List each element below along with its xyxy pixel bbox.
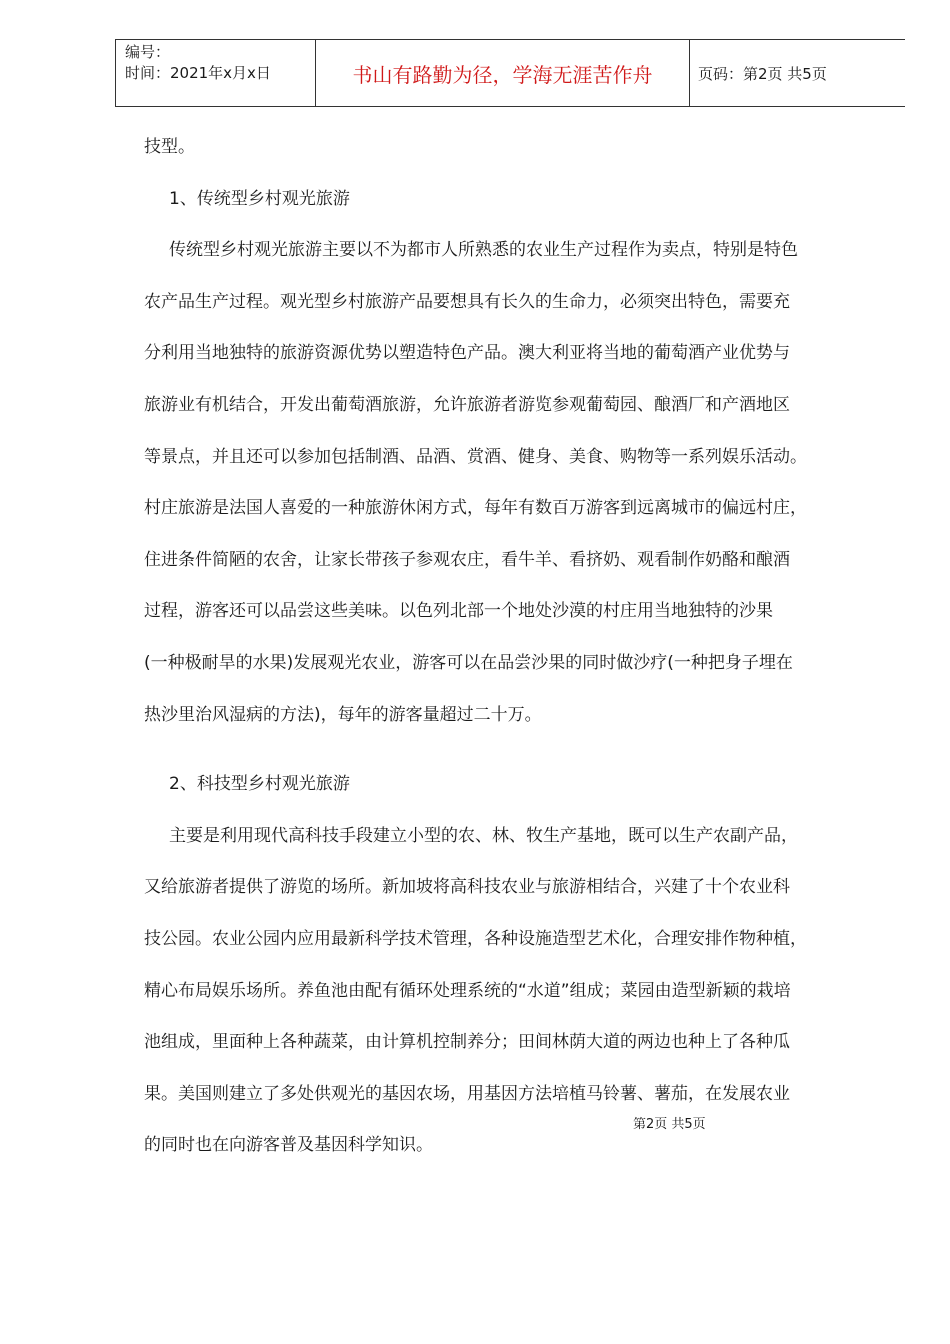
body-line: 主要是利用现代高科技手段建立小型的农、林、牧生产基地，既可以生产农副产品， <box>169 825 798 846</box>
body-line: 村庄旅游是法国人喜爱的一种旅游休闲方式，每年有数百万游客到远离城市的偏远村庄， <box>144 498 807 519</box>
body-line: 的同时也在向游客普及基因科学知识。 <box>144 1135 433 1156</box>
body-line: 过程，游客还可以品尝这些美味。以色列北部一个地处沙漠的村庄用当地独特的沙果 <box>144 601 773 622</box>
body-line: 旅游业有机结合，开发出葡萄酒旅游，允许旅游者游览参观葡萄园、酿酒厂和产酒地区 <box>144 394 790 415</box>
section-heading-technology: 2、科技型乡村观光旅游 <box>169 774 350 795</box>
body-line: 池组成，里面种上各种蔬菜，由计算机控制养分；田间林荫大道的两边也种上了各种瓜 <box>144 1032 790 1053</box>
page-header <box>115 39 905 107</box>
body-line: 果。美国则建立了多处供观光的基因农场，用基因方法培植马铃薯、薯茄，在发展农业 <box>144 1083 790 1104</box>
body-line: 技公园。农业公园内应用最新科学技术管理，各种设施造型艺术化，合理安排作物种植， <box>144 928 807 949</box>
body-line: 热沙里治风湿病的方法)，每年的游客量超过二十万。 <box>144 704 542 725</box>
body-line: 等景点，并且还可以参加包括制酒、品酒、赏酒、健身、美食、购物等一系列娱乐活动。 <box>144 446 807 467</box>
document-time-label: 时间：2021年x月x日 <box>125 64 271 82</box>
body-line: 农产品生产过程。观光型乡村旅游产品要想具有长久的生命力，必须突出特色，需要充 <box>144 291 790 312</box>
body-line: 又给旅游者提供了游览的场所。新加坡将高科技农业与旅游相结合，兴建了十个农业科 <box>144 877 790 898</box>
body-line: 分利用当地独特的旅游资源优势以塑造特色产品。澳大利亚将当地的葡萄酒产业优势与 <box>144 343 790 364</box>
header-motto: 书山有路勤为径，学海无涯苦作舟 <box>316 40 690 106</box>
document-body <box>144 122 894 1172</box>
document-number-label: 编号： <box>125 43 171 61</box>
page-footer-indicator: 第2页 共5页 <box>633 1117 706 1132</box>
body-line: 精心布局娱乐场所。养鱼池由配有循环处理系统的“水道”组成；菜园由造型新颖的栽培 <box>144 980 791 1001</box>
body-line: 传统型乡村观光旅游主要以不为都市人所熟悉的农业生产过程作为卖点，特别是特色 <box>169 240 798 261</box>
header-meta <box>115 40 316 106</box>
body-line: 技型。 <box>144 137 195 157</box>
section-heading-traditional: 1、传统型乡村观光旅游 <box>169 188 350 209</box>
body-line: (一种极耐旱的水果)发展观光农业，游客可以在品尝沙果的同时做沙疗(一种把身子埋在 <box>144 652 793 673</box>
header-page-info: 页码：第2页 共5页 <box>698 64 827 83</box>
body-line: 住进条件简陋的农舍，让家长带孩子参观农庄，看牛羊、看挤奶、观看制作奶酪和酿酒 <box>144 549 790 570</box>
